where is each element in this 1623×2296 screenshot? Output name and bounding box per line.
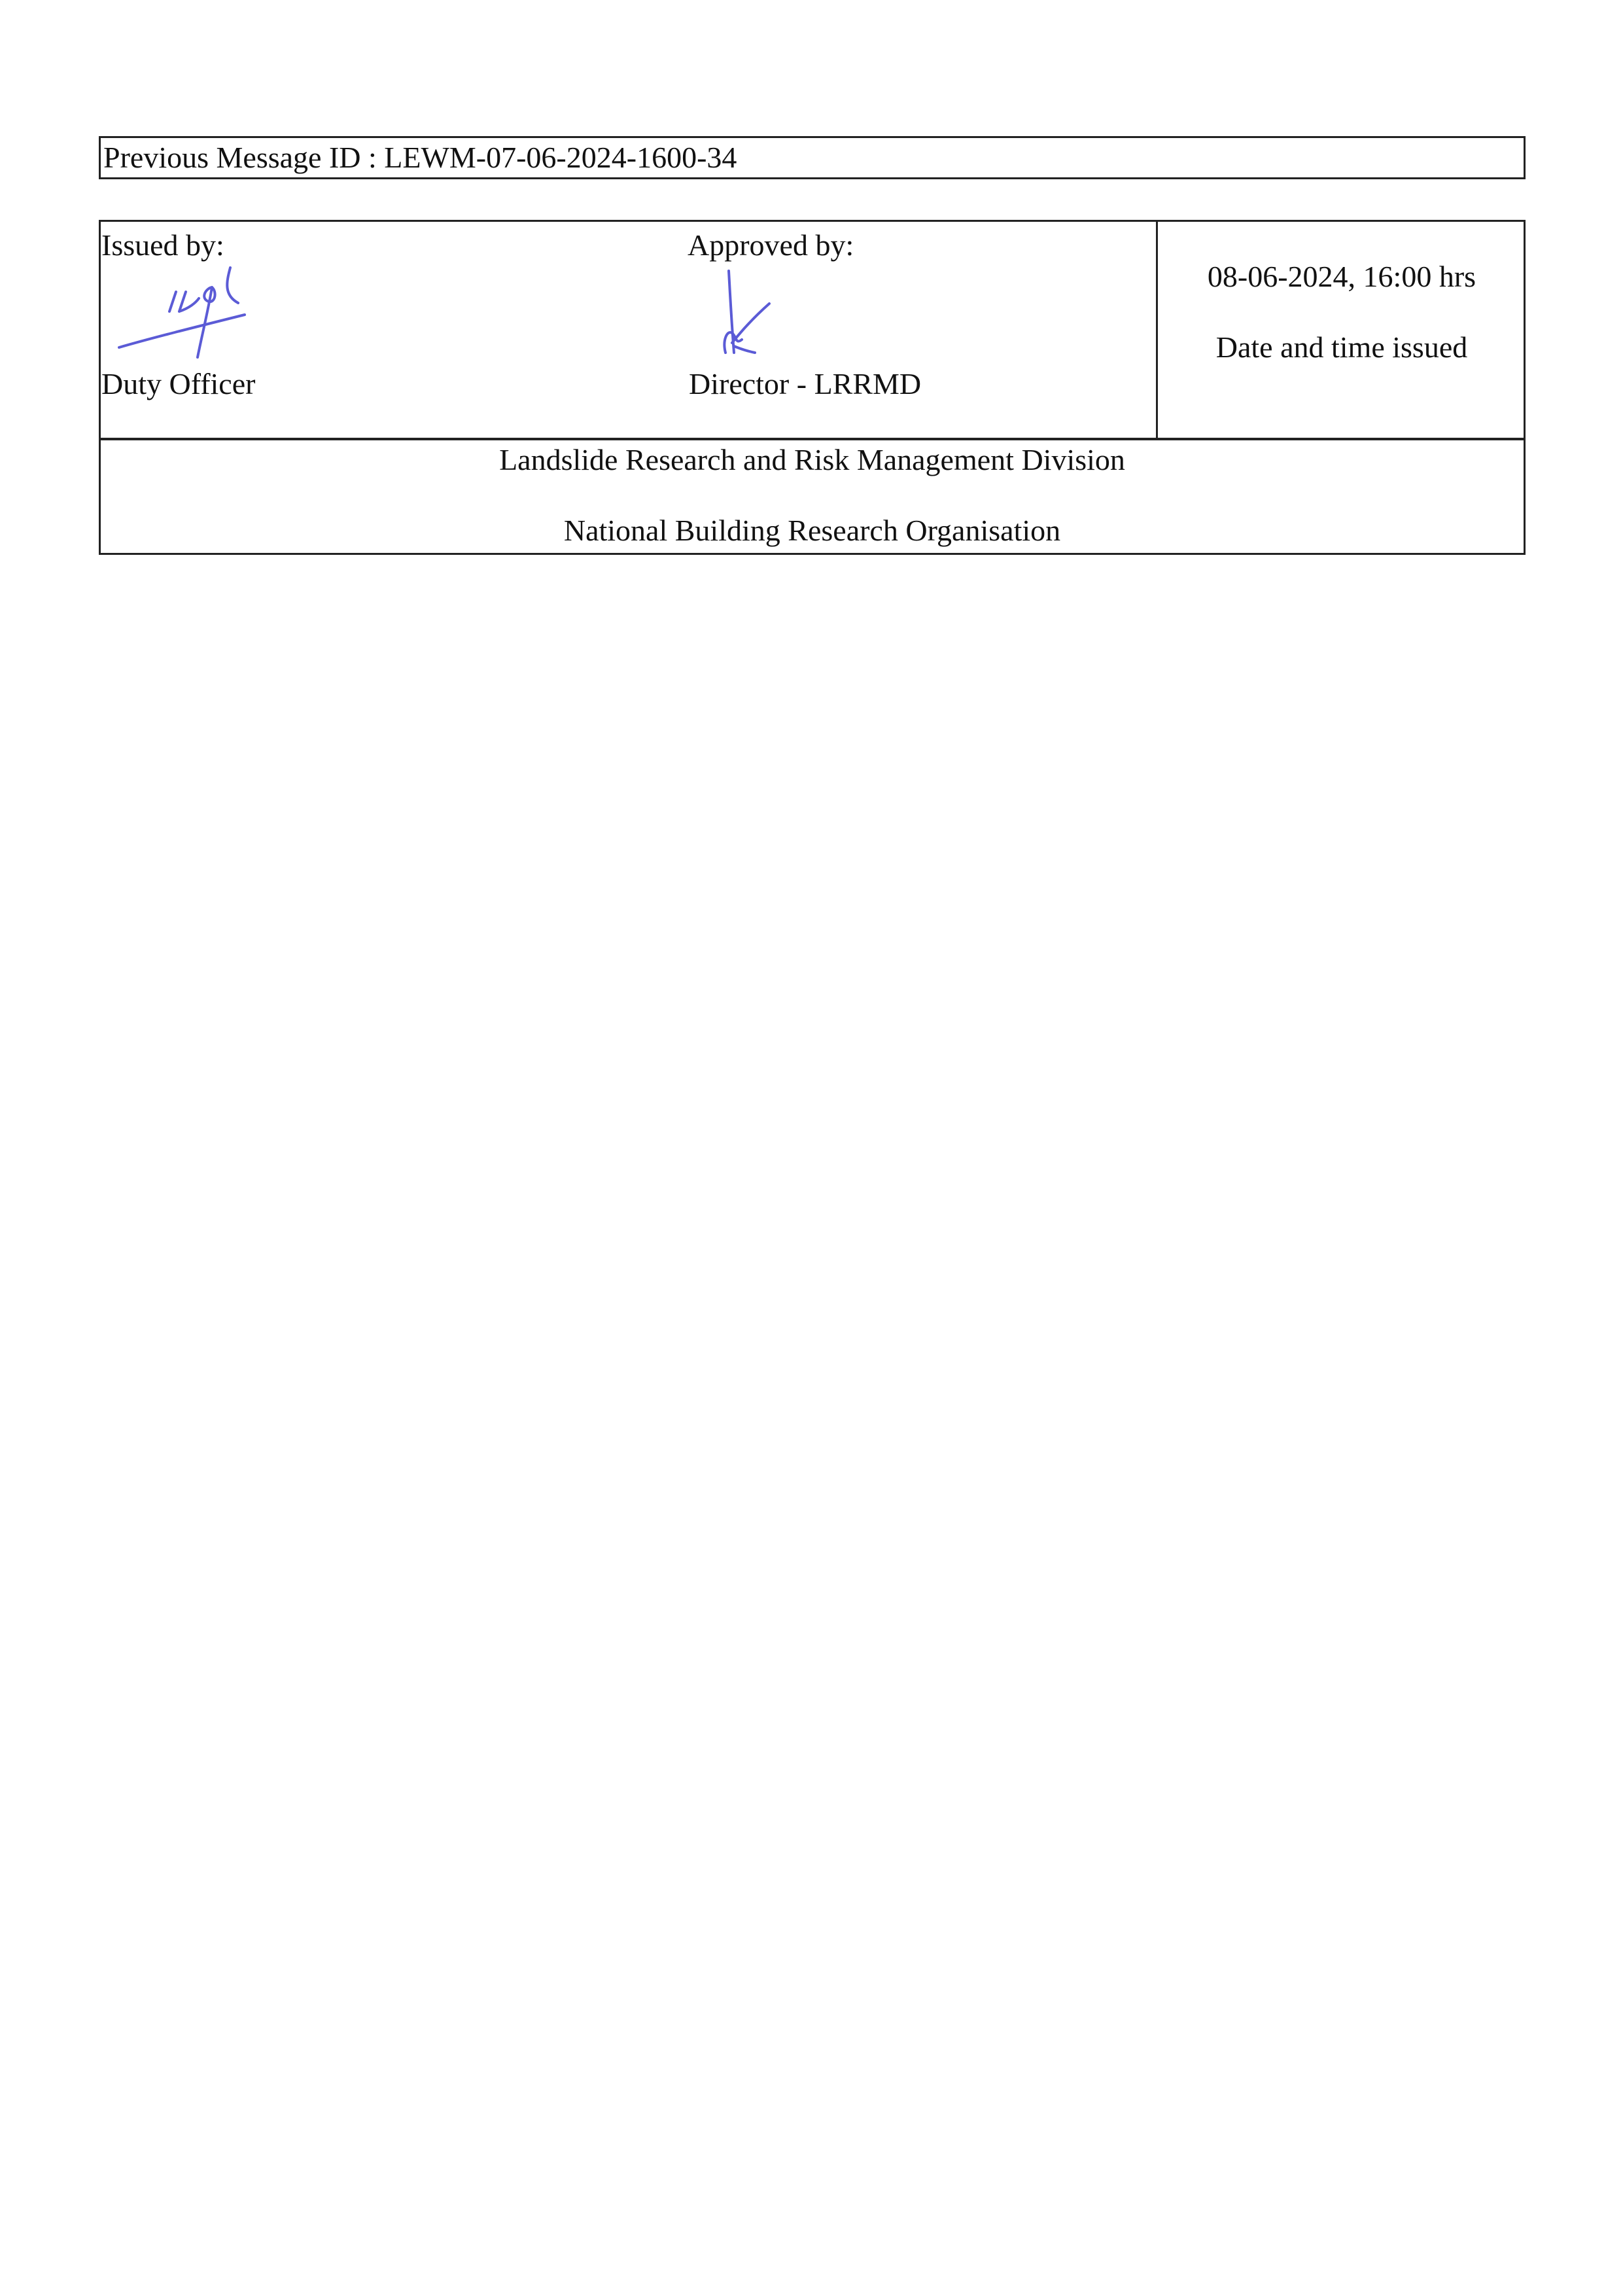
issue-datetime-caption: Date and time issued bbox=[1215, 330, 1468, 364]
division-name: Landslide Research and Risk Management Division bbox=[499, 443, 1125, 476]
director-signature bbox=[703, 268, 781, 359]
signature-table bbox=[99, 220, 1526, 555]
approved-by-label: Approved by: bbox=[688, 228, 854, 262]
issue-datetime: 08-06-2024, 16:00 hrs bbox=[1207, 260, 1476, 293]
duty-officer-role: Duty Officer bbox=[101, 367, 256, 400]
organisation-cell bbox=[101, 440, 1524, 553]
issued-by-label: Issued by: bbox=[101, 228, 224, 262]
issue-date-cell bbox=[1158, 222, 1526, 438]
organisation-name: National Building Research Organisation bbox=[563, 514, 1061, 547]
previous-message-id-text: Previous Message ID : LEWM-07-06-2024-1600-34 bbox=[103, 141, 737, 174]
director-role: Director - LRRMD bbox=[689, 367, 922, 400]
signatures-cell bbox=[101, 222, 1158, 438]
previous-message-id bbox=[99, 136, 1526, 179]
duty-officer-signature bbox=[114, 262, 251, 361]
